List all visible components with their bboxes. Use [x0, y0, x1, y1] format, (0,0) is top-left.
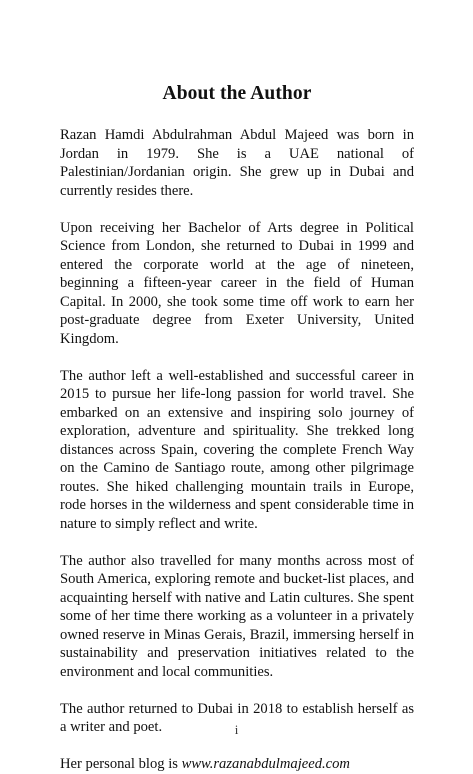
paragraph-return-dubai: The author returned to Dubai in 2018 to establish herself as a writer and poet. [60, 700, 414, 735]
page-title: About the Author [162, 83, 312, 104]
paragraph-birth: Razan Hamdi Abdulrahman Abdul Majeed was born in Jordan in 1979. She is a UAE national of Palestinian/Jordanian origin. She grew up in Dubai and currently resides there. [60, 127, 414, 199]
blog-link[interactable]: www.razanabdulmajeed.com [181, 756, 350, 772]
paragraph-south-america: The author also travelled for many months across most of South America, exploring remote and bucket-list places, and acquainting herself with native and Latin cultures. She spent some of her time there working as a volunteer in a privately owned reserve in Minas Gerais, Brazil, immersing herself in sustainability and preservation initiatives related to the environment and local communities. [60, 552, 414, 680]
paragraph-education-career: Upon receiving her Bachelor of Arts degree in Political Science from London, she returned to Dubai in 1999 and entered the corporate world at the age of nineteen, beginning a fifteen-year career in the field of Human Capital. In 2000, she took some time off work to earn her post-graduate degree from Exeter University, United Kingdom. [60, 219, 414, 347]
paragraph-blog [60, 755, 414, 774]
page-content [60, 0, 414, 774]
paragraph-travel: The author left a well-established and successful career in 2015 to pursue her life-long passion for world travel. She embarked on an extensive and inspiring solo journey of exploration, adventure and spirituality. She trekked long distances across Spain, covering the complete French Way on the Camino de Santiago route, among other pilgrimage routes. She hiked challenging mountain trails in Europe, rode horses in the wilderness and spent considerable time in nature to simply reflect and write. [60, 367, 414, 532]
blog-prefix: Her personal blog is [60, 756, 182, 772]
page-number: i [234, 722, 239, 737]
